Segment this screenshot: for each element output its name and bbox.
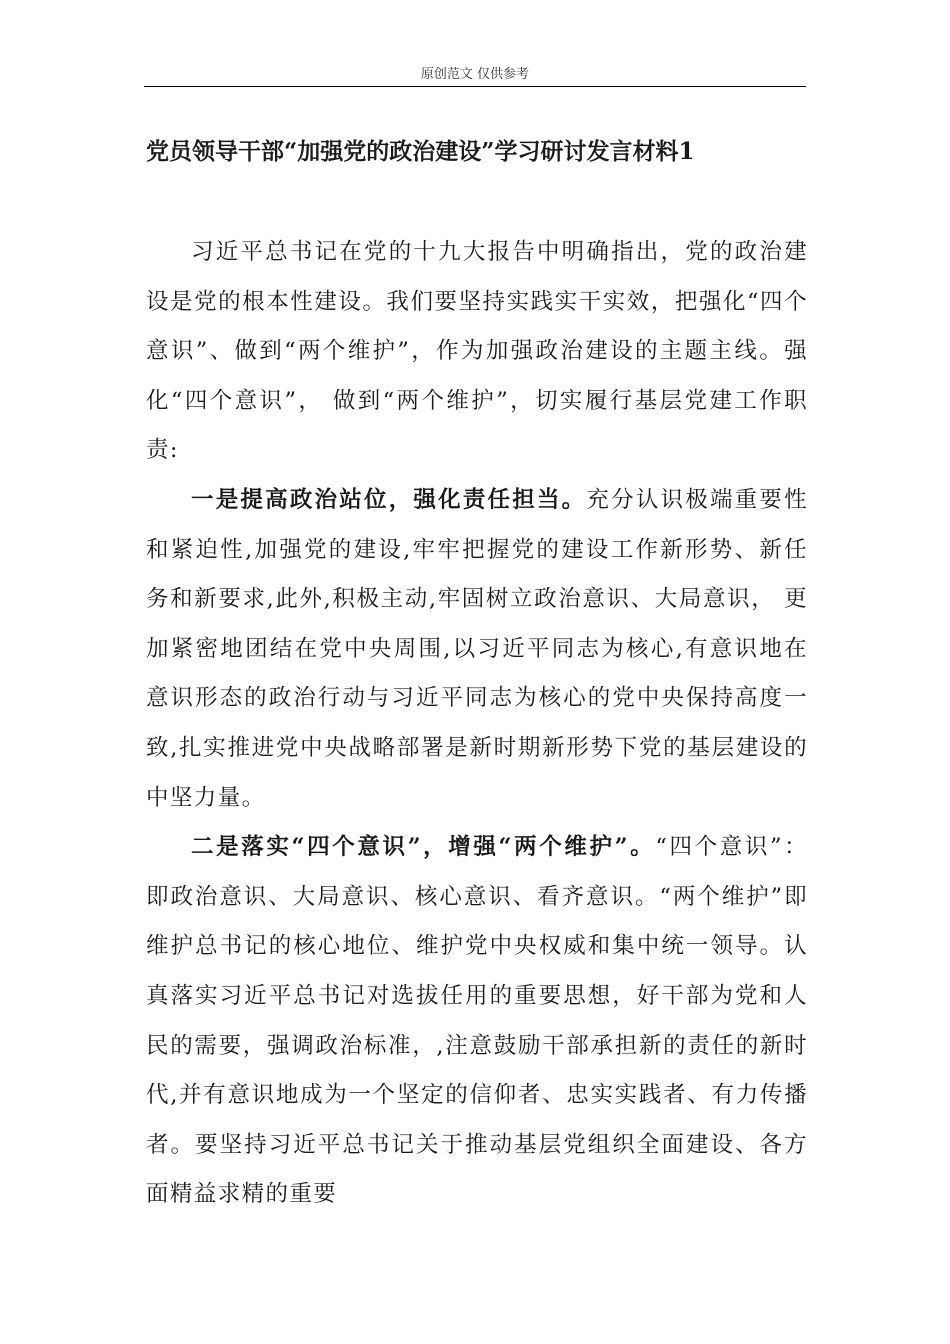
paragraph-text: “四个意识”： 即政治意识、大局意识、核心意识、看齐意识。“两个维护”即维护总书记的核心地位、维护党中央权威和集中统一领导。认真落实习近平总书记对选拔任用的重要思想，好干部为党和人民的需要，强调政治标准，,注意鼓励干部承担新的责任的新时代,并有意识地成为一个坚定的信仰者、忠实实践者、有力传播者。要坚持习近平总书记关于推动基层党组织全面建设、各方面精益求精的重要 bbox=[146, 834, 808, 1208]
header-divider bbox=[144, 86, 806, 87]
paragraph-point-two bbox=[146, 823, 808, 1220]
document-body bbox=[146, 228, 808, 1220]
paragraph-text: 习近平总书记在党的十九大报告中明确指出，党的政治建设是党的根本性建设。我们要坚持实践实干实效，把强化“四个意识”、做到“两个维护”，作为加强政治建设的主题主线。强化“四个意识”， 做到“两个维护”，切实履行基层党建工作职责: bbox=[146, 239, 808, 464]
paragraph-text: 充分认识极端重要性和紧迫性,加强党的建设,牢牢把握党的建设工作新形势、新任务和新要求,此外,积极主动,牢固树立政治意识、大局意识， 更加紧密地团结在党中央周围,以习近平同志为核心,有意识地在意识形态的政治行动与习近平同志为核心的党中央保持高度一致,扎实推进党中央战略部署是新时期新形势下党的基层建设的中坚力量。 bbox=[146, 486, 808, 811]
header-text: 原创范文 仅供参考 bbox=[420, 67, 530, 82]
document-title: 党员领导干部“加强党的政治建设”学习研讨发言材料1 bbox=[146, 138, 695, 165]
paragraph-point-one bbox=[146, 476, 808, 823]
paragraph-intro bbox=[146, 228, 808, 476]
paragraph-lead: 一是提高政治站位，强化责任担当。 bbox=[191, 486, 587, 513]
paragraph-lead: 二是落实“四个意识”，增强“两个维护”。 bbox=[191, 834, 656, 861]
